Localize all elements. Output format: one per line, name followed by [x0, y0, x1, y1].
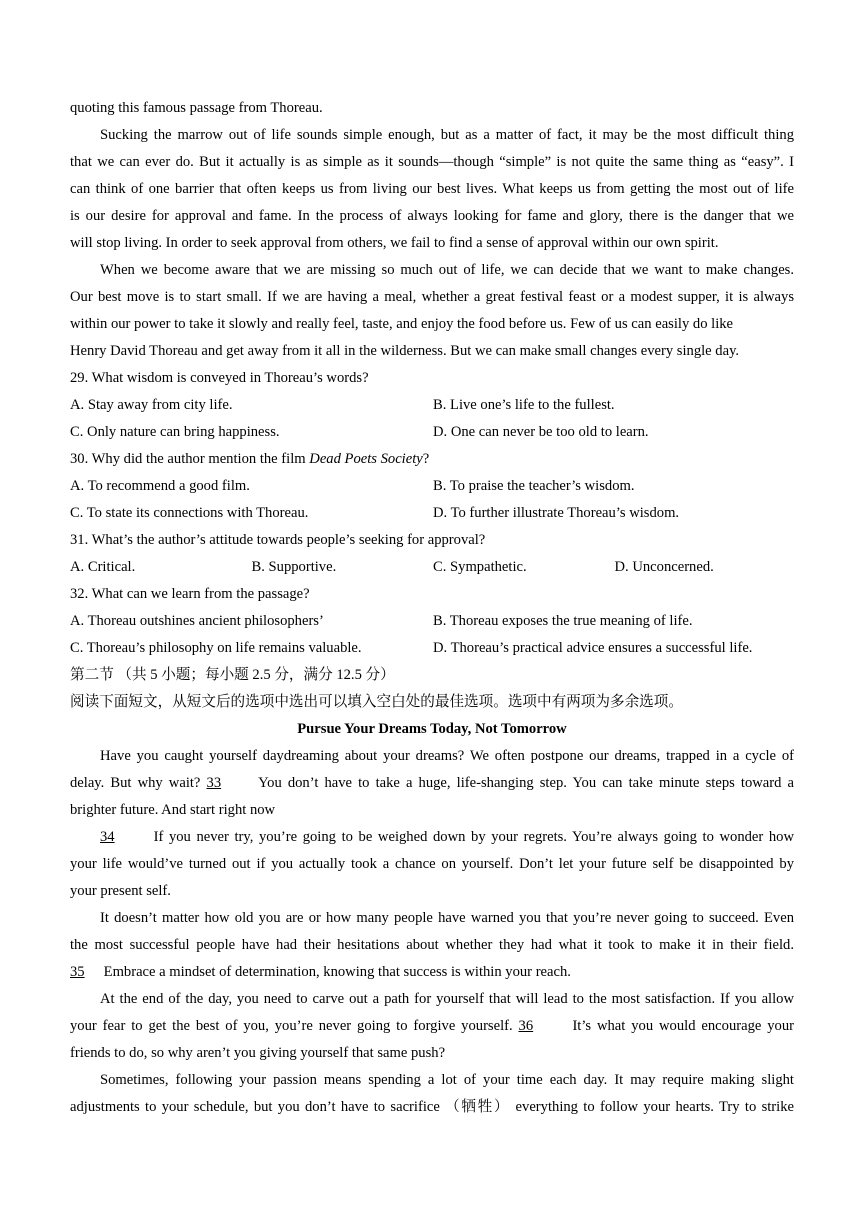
paragraph-line: can think of one barrier that often keeps us from living our best lives. What keeps us from getting the most out of life — [70, 181, 794, 197]
section-instruction: 阅读下面短文，从短文后的选项中选出可以填入空白处的最佳选项。选项中有两项为多余选项。 — [70, 694, 683, 710]
passage-paragraph-3 — [70, 905, 794, 986]
question-stem — [70, 446, 794, 473]
question-29 — [70, 365, 794, 446]
question-stem: 31. What’s the author’s attitude towards people’s seeking for approval? — [70, 532, 486, 548]
option-a: A. Thoreau outshines ancient philosophers’ — [70, 613, 324, 629]
blank-33[interactable]: 33 — [206, 775, 222, 791]
paragraph-line: that we can ever do. But it actually is as simple as it sounds—though “simple” is not quite the same thing as “easy”. I — [70, 154, 794, 170]
passage-paragraph-1 — [70, 743, 794, 824]
blank-35[interactable]: 35 — [70, 964, 85, 980]
option-a: A. To recommend a good film. — [70, 478, 250, 494]
paragraph-line: 35 Embrace a mindset of determination, knowing that success is within your reach. — [70, 959, 794, 986]
paragraph-line: delay. But why wait? 33 You don’t have to take a huge, life-shanging step. You can take minute steps toward a — [70, 770, 794, 797]
paragraph-changes — [70, 257, 794, 365]
stem-text: ? — [422, 451, 430, 467]
option-c: C. To state its connections with Thoreau. — [70, 505, 309, 521]
question-32 — [70, 581, 794, 662]
paragraph-line: brighter future. And start right now — [70, 802, 276, 818]
passage-paragraph-5 — [70, 1067, 794, 1121]
option-d: D. Thoreau’s practical advice ensures a successful life. — [433, 640, 753, 656]
option-b: B. Supportive. — [251, 559, 337, 575]
paragraph-line: is our desire for approval and fame. In the process of always looking for fame and glory, there is the danger that we — [70, 208, 794, 224]
section-heading: 第二节 （共 5 小题；每小题 2.5 分，满分 12.5 分） — [70, 667, 395, 683]
paragraph-line: Sometimes, following your passion means spending a lot of your time each day. It may require making slight — [100, 1072, 794, 1088]
question-30 — [70, 446, 794, 527]
paragraph-line: will stop living. In order to seek approval from others, we fail to find a sense of approval within our own spirit. — [70, 235, 719, 251]
option-b: B. Live one’s life to the fullest. — [433, 397, 615, 413]
option-d: D. One can never be too old to learn. — [433, 424, 649, 440]
blank-36[interactable]: 36 — [518, 1018, 534, 1034]
paragraph-line: your life would’ve turned out if you actually took a chance on yourself. Don’t let your future self be disappointed by — [70, 856, 794, 872]
passage-title: Pursue Your Dreams Today, Not Tomorrow — [297, 721, 567, 737]
option-d: D. To further illustrate Thoreau’s wisdom. — [433, 505, 680, 521]
document-content — [70, 95, 794, 1121]
option-d: D. Unconcerned. — [614, 559, 714, 575]
paragraph-line: It doesn’t matter how old you are or how many people have warned you that you’re never going to succeed. Even — [100, 910, 794, 926]
paragraph-line: 34 If you never try, you’re going to be weighed down by your regrets. You’re always going to wonder how — [70, 824, 794, 851]
question-stem: 32. What can we learn from the passage? — [70, 586, 310, 602]
paragraph-line: Have you caught yourself daydreaming about your dreams? We often postpone our dreams, trapped in a cycle of — [100, 748, 794, 764]
paragraph-line: Our best move is to start small. If we are having a meal, whether a great festival feast or a modest supper, it is always — [70, 289, 794, 305]
option-b: B. To praise the teacher’s wisdom. — [433, 478, 635, 494]
paragraph-line: Henry David Thoreau and get away from it all in the wilderness. But we can make small changes every single day. — [70, 343, 740, 359]
question-stem: 29. What wisdom is conveyed in Thoreau’s words? — [70, 370, 369, 386]
option-c: C. Only nature can bring happiness. — [70, 424, 280, 440]
option-c: C. Sympathetic. — [433, 559, 527, 575]
option-b: B. Thoreau exposes the true meaning of life. — [433, 613, 693, 629]
paragraph-line: your fear to get the best of you, you’re never going to forgive yourself. 36 It’s what you would encourage your — [70, 1013, 794, 1040]
paragraph-line: the most successful people have had their hesitations about whether they had what it took to make it in their field. — [70, 937, 794, 953]
question-31 — [70, 527, 794, 581]
option-a: A. Critical. — [70, 559, 136, 575]
paragraph-line: At the end of the day, you need to carve out a path for yourself that will lead to the most satisfaction. If you allow — [100, 991, 794, 1007]
paragraph-line: your present self. — [70, 883, 171, 899]
paragraph-line: When we become aware that we are missing so much out of life, we can decide that we want to make changes. — [100, 262, 794, 278]
paragraph-line: quoting this famous passage from Thoreau. — [70, 100, 323, 116]
stem-text: 30. Why did the author mention the film — [70, 451, 310, 467]
option-c: C. Thoreau’s philosophy on life remains valuable. — [70, 640, 362, 656]
passage-paragraph-4 — [70, 986, 794, 1067]
passage-paragraph-2 — [70, 824, 794, 905]
paragraph-line: adjustments to your schedule, but you don’t have to sacrifice （牺牲） everything to follow your hearts. Try to strike — [70, 1099, 794, 1115]
blank-34[interactable]: 34 — [100, 829, 115, 845]
paragraph-line: Sucking the marrow out of life sounds simple enough, but as a matter of fact, it may be the most difficult thing — [100, 127, 794, 143]
paragraph-line: within our power to take it slowly and really feel, taste, and enjoy the food before us. Few of us can easily do like — [70, 316, 734, 332]
paragraph-marrow — [70, 122, 794, 257]
film-title: Dead Poets Society — [309, 451, 423, 467]
option-a: A. Stay away from city life. — [70, 397, 233, 413]
paragraph-line: friends to do, so why aren’t you giving yourself that same push? — [70, 1045, 446, 1061]
